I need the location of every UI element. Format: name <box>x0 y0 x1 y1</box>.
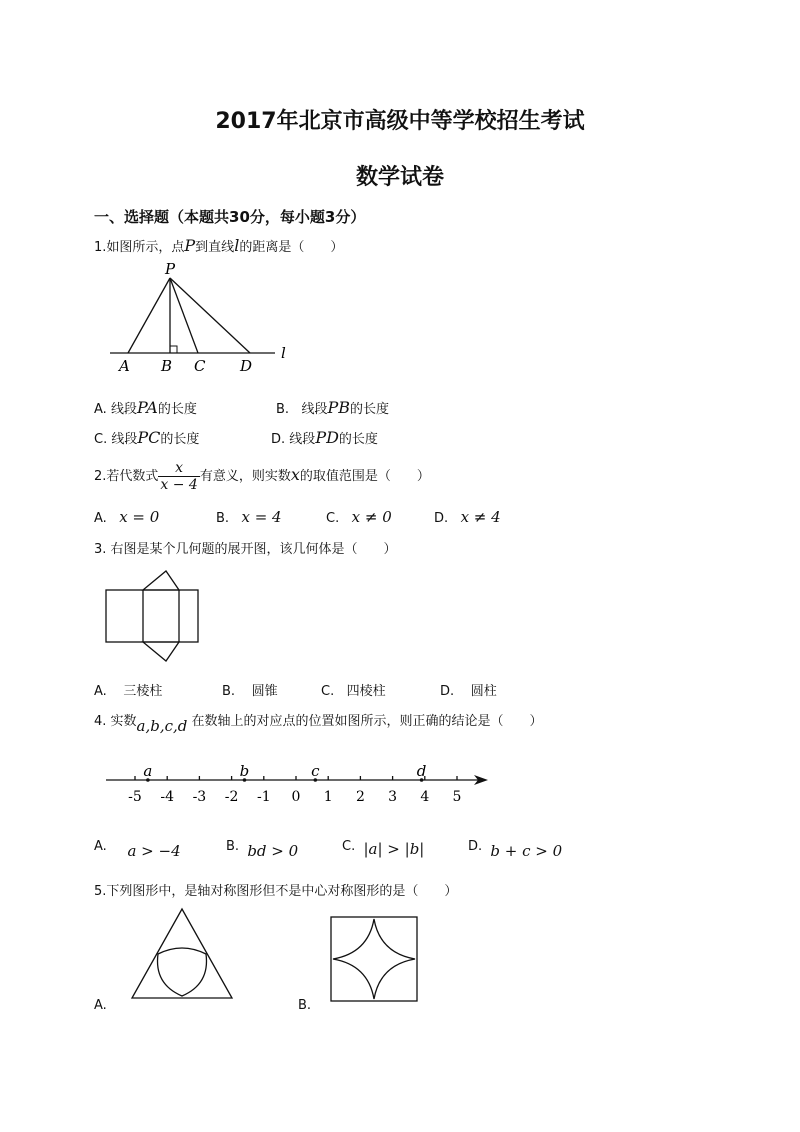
axis-tick-label: -4 <box>160 789 175 805</box>
option-expr: x = 0 <box>119 508 160 526</box>
q1-option-c[interactable] <box>94 428 199 447</box>
option-letter: D. <box>271 432 286 447</box>
option-letter: A. <box>94 511 107 526</box>
q3-option-b[interactable] <box>222 680 278 699</box>
q4-option-c[interactable] <box>342 836 425 858</box>
axis-point-label: c <box>311 762 320 780</box>
q1-option-b[interactable] <box>276 398 389 417</box>
segment-pd <box>170 278 250 353</box>
q1-var-p: P <box>184 236 196 255</box>
square-shape <box>331 917 417 1001</box>
option-text: 线段 <box>301 402 328 417</box>
right-angle-mark <box>170 346 177 353</box>
q3-option-d[interactable] <box>440 680 497 699</box>
option-letter: B. <box>276 402 290 417</box>
option-text: 圆锥 <box>251 684 278 699</box>
segment-pa <box>128 278 170 353</box>
q2-option-a[interactable] <box>94 508 159 526</box>
q4-option-d[interactable] <box>468 836 563 860</box>
option-letter: C. <box>321 684 335 699</box>
q3-net-figure <box>100 564 210 674</box>
q3-option-a[interactable] <box>94 680 162 699</box>
option-letter: D. <box>468 839 483 854</box>
option-text: 线段 <box>110 402 137 417</box>
question-4 <box>94 710 543 735</box>
question-2 <box>94 460 430 493</box>
exam-subtitle: 数学试卷 <box>355 165 444 190</box>
net-top-triangle <box>143 571 179 590</box>
label-l: l <box>281 344 286 362</box>
axis-point-label: d <box>416 762 427 780</box>
q1-option-d[interactable] <box>271 428 378 447</box>
option-letter: C. <box>94 432 108 447</box>
axis-tick-label: 2 <box>355 789 365 805</box>
option-expr: x = 4 <box>241 508 282 526</box>
label-b: B <box>161 357 173 375</box>
axis-tick-label: 4 <box>420 789 430 805</box>
q1-option-a[interactable] <box>94 398 197 417</box>
option-expr: x ≠ 0 <box>351 508 392 526</box>
q5-option-a-figure <box>128 904 240 1004</box>
axis-tick-label: -5 <box>128 789 142 805</box>
fraction-denominator: x − 4 <box>160 477 198 493</box>
q2-option-c[interactable] <box>326 508 392 526</box>
option-text: 的长度 <box>350 402 390 417</box>
q5-option-b-figure <box>328 914 420 1004</box>
option-letter: B. <box>226 839 240 854</box>
option-text: 线段 <box>289 432 316 447</box>
q4-option-a[interactable] <box>94 836 181 860</box>
q2-mid: 有意义，则实数 <box>199 469 291 484</box>
q4-prefix: 4. 实数 <box>94 714 137 729</box>
question-3: 3. 右图是某个几何题的展开图，该几何体是（ ） <box>94 542 397 557</box>
q4-option-b[interactable] <box>226 836 299 860</box>
q1-var-l: l <box>234 236 240 255</box>
axis-tick-label: 0 <box>291 789 301 805</box>
option-letter: A. <box>94 839 107 854</box>
option-expr: |a| > |b| <box>363 840 425 858</box>
axis-tick-label: 5 <box>452 789 462 805</box>
q2-suffix: 的取值范围是（ ） <box>299 469 430 484</box>
q2-fraction <box>158 460 199 493</box>
q2-prefix: 2.若代数式 <box>94 469 159 484</box>
axis-tick-label: -3 <box>192 789 207 805</box>
option-expr: a > −4 <box>127 842 181 860</box>
q4-vars: a,b,c,d <box>136 717 188 735</box>
option-segment: PA <box>136 398 158 417</box>
option-expr: x ≠ 4 <box>460 508 501 526</box>
label-p: P <box>165 260 176 278</box>
q1-mid: 到直线 <box>195 240 235 255</box>
q5-option-a[interactable]: A. <box>94 998 107 1013</box>
fraction-numerator: x <box>158 460 199 477</box>
axis-points <box>143 762 426 782</box>
label-c: C <box>194 357 206 375</box>
q2-option-b[interactable] <box>216 508 282 526</box>
option-text: 圆柱 <box>470 684 497 699</box>
axis-tick-label: -2 <box>224 789 239 805</box>
option-text: 线段 <box>111 432 138 447</box>
option-letter: D. <box>440 684 455 699</box>
triangle-shape <box>132 909 232 998</box>
axis-point-label: a <box>143 762 153 780</box>
option-letter: A. <box>94 684 107 699</box>
segment-pc <box>170 278 198 353</box>
option-letter: B. <box>216 511 230 526</box>
option-segment: PB <box>327 398 351 417</box>
net-rectangles <box>106 590 198 642</box>
q1-prefix: 1.如图所示，点 <box>94 240 185 255</box>
option-letter: A. <box>94 402 107 417</box>
axis-tick-label: 1 <box>323 789 333 805</box>
q3-option-c[interactable] <box>321 680 386 699</box>
q1-suffix: 的距离是（ ） <box>239 240 344 255</box>
option-text: 的长度 <box>157 402 197 417</box>
axis-tick-label: 3 <box>388 789 398 805</box>
option-letter: B. <box>222 684 236 699</box>
q4-number-line <box>100 760 500 808</box>
four-point-star <box>333 919 415 999</box>
option-expr: bd > 0 <box>247 842 299 860</box>
option-text: 的长度 <box>338 432 378 447</box>
option-expr: b + c > 0 <box>490 842 563 860</box>
question-5: 5.下列图形中，是轴对称图形但不是中心对称图形的是（ ） <box>94 884 458 899</box>
axis-point-label: b <box>239 762 250 780</box>
option-text: 的长度 <box>160 432 200 447</box>
option-text: 四棱柱 <box>346 684 386 699</box>
q4-suffix: 在数轴上的对应点的位置如图所示，则正确的结论是（ ） <box>191 714 543 729</box>
option-letter: C. <box>342 839 356 854</box>
label-d: D <box>240 357 253 375</box>
option-text: 三棱柱 <box>123 684 163 699</box>
net-bottom-triangle <box>143 642 179 661</box>
label-a: A <box>119 357 130 375</box>
question-1 <box>94 236 343 255</box>
q1-figure <box>100 258 310 380</box>
exam-title: 2017年北京市高级中等学校招生考试 <box>215 109 585 134</box>
option-letter: C. <box>326 511 340 526</box>
q2-var-x: x <box>290 465 300 484</box>
reuleaux-curve <box>158 948 207 996</box>
option-letter: D. <box>434 511 449 526</box>
q5-option-b[interactable]: B. <box>298 998 312 1013</box>
axis-tick-label: -1 <box>256 789 271 805</box>
option-segment: PD <box>315 428 339 447</box>
section-heading: 一、选择题（本题共30分，每小题3分） <box>94 208 366 226</box>
q2-option-d[interactable] <box>434 508 501 526</box>
option-segment: PC <box>137 428 161 447</box>
